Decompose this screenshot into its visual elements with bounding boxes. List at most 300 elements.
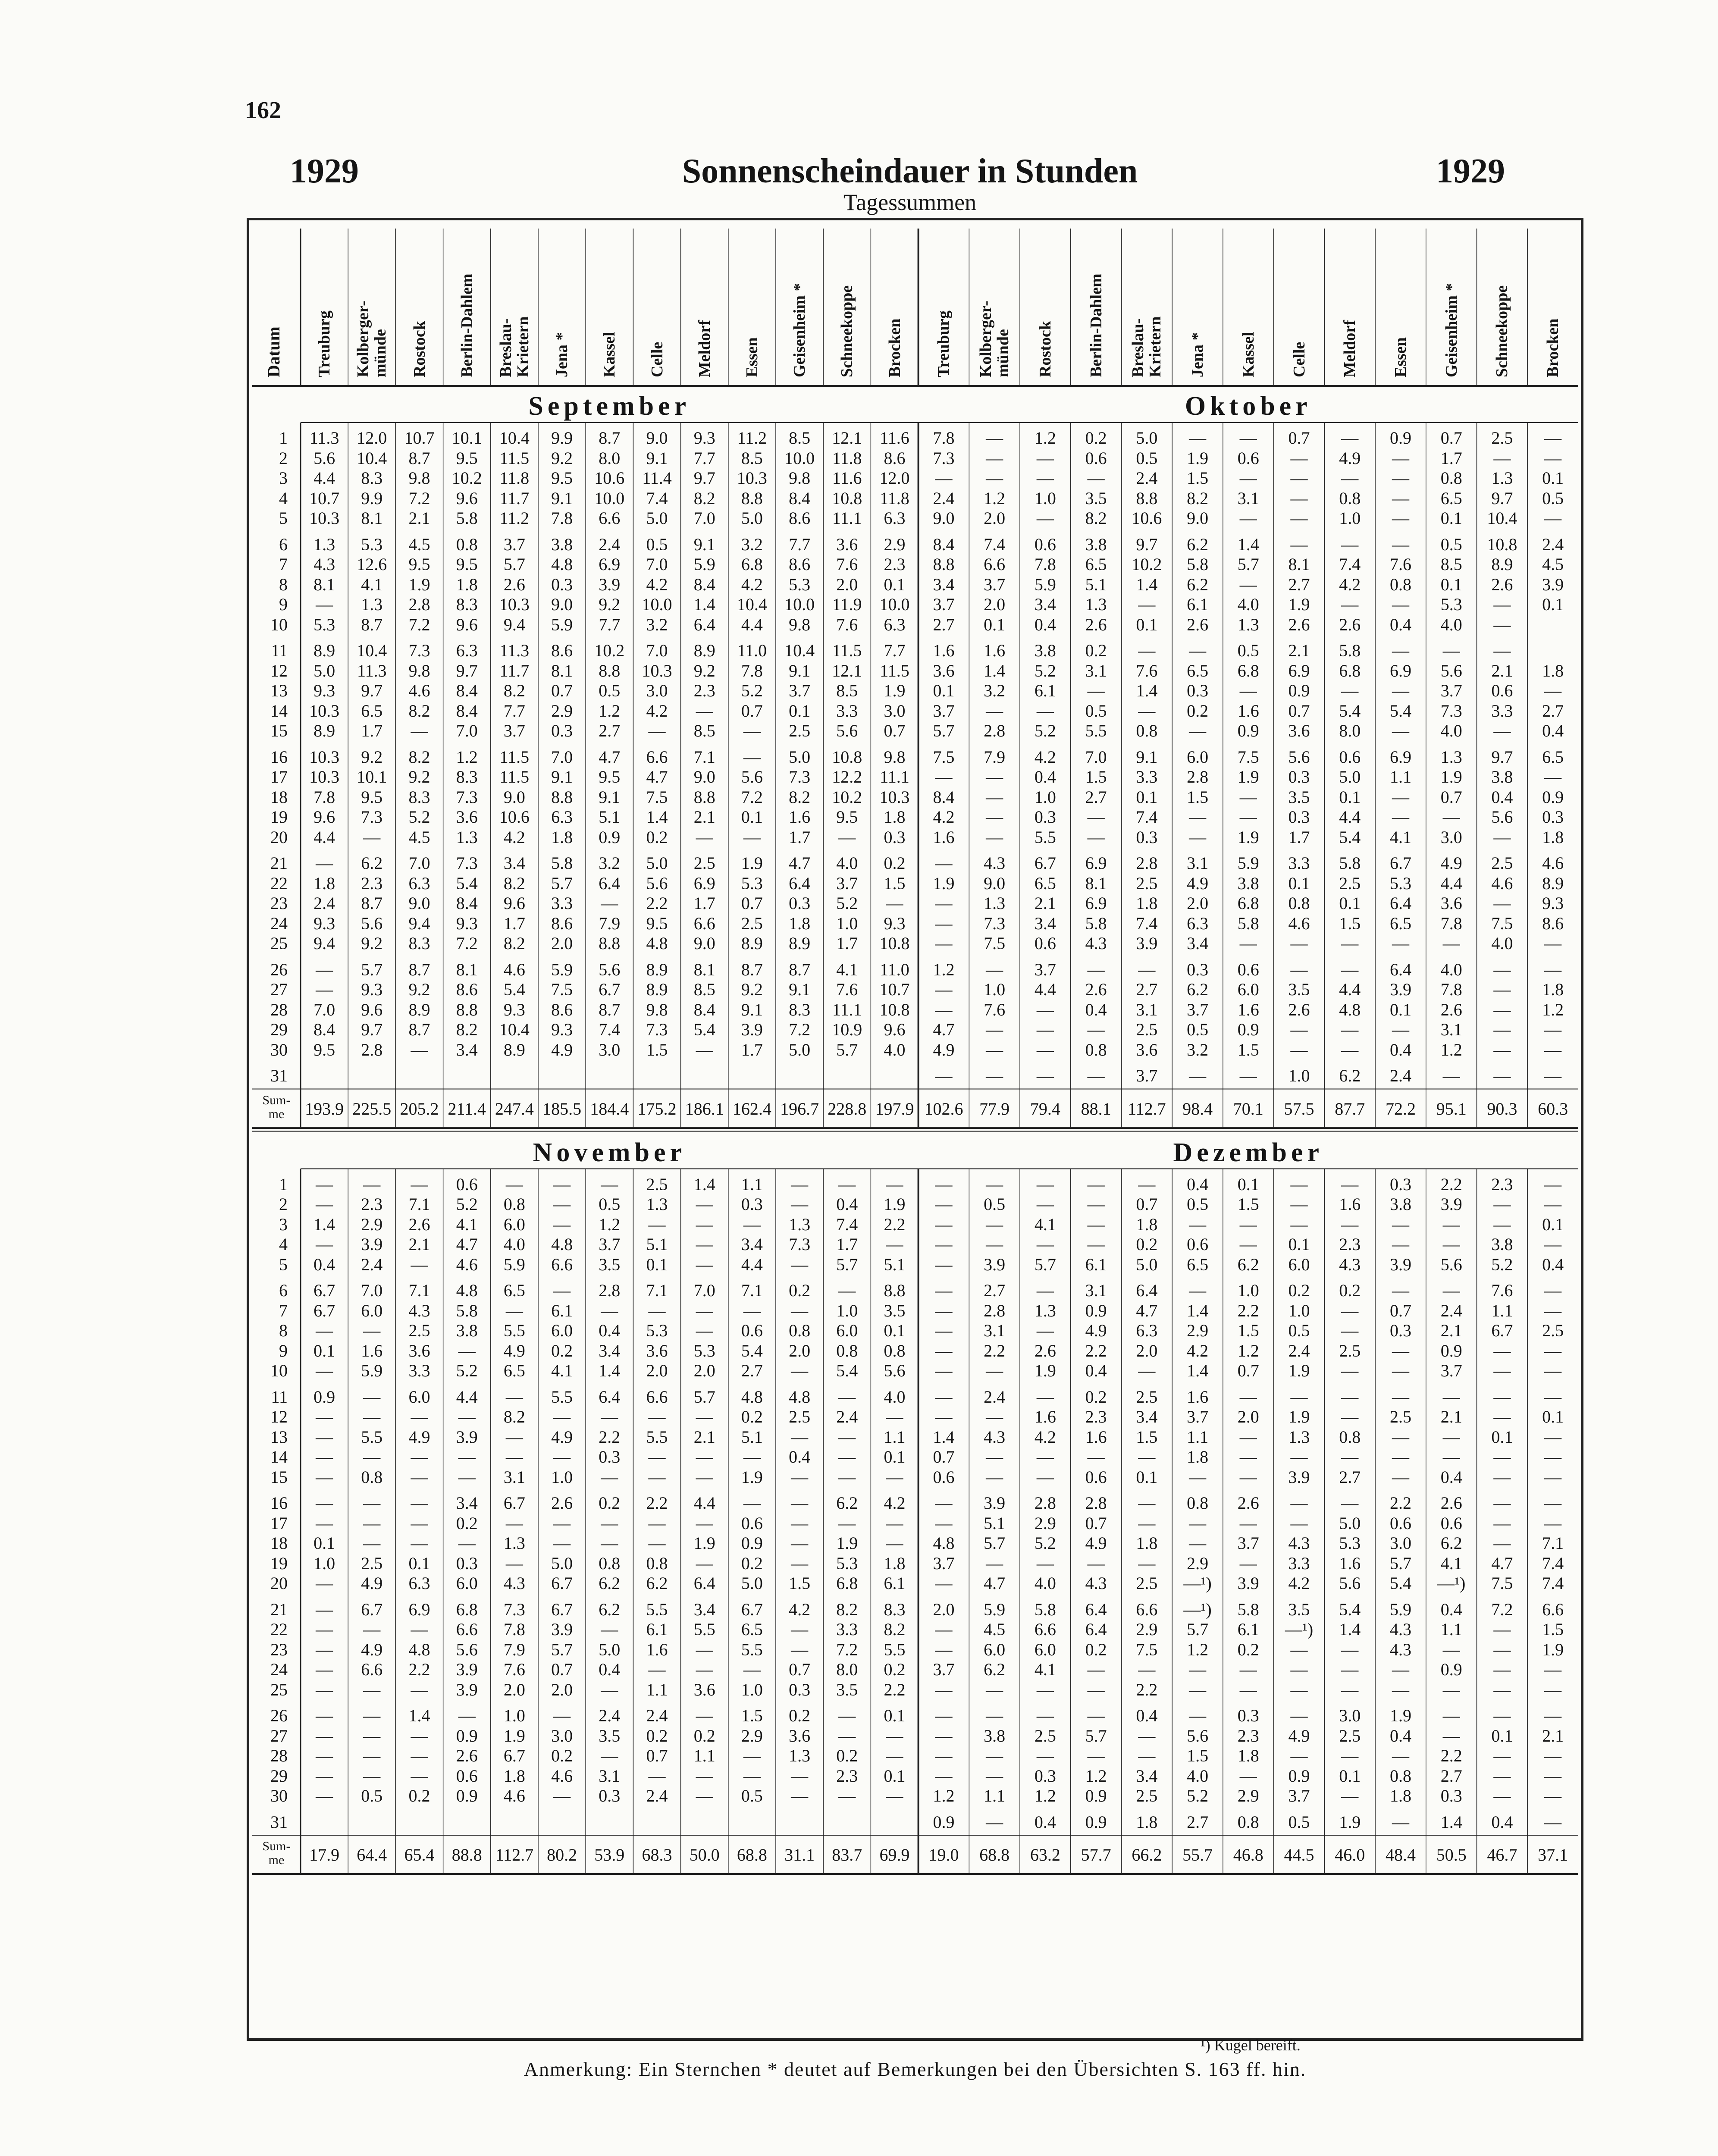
table-cell: 11.1 bbox=[832, 508, 862, 528]
table-cell: 6.7 bbox=[503, 1746, 525, 1765]
table-cell: — bbox=[1036, 1467, 1054, 1487]
table-cell: 5.0 bbox=[1136, 1254, 1158, 1274]
table-cell: 9.4 bbox=[408, 913, 430, 933]
sum-cell: 70.1 bbox=[1233, 1099, 1263, 1119]
table-cell: 5.1 bbox=[1085, 574, 1107, 594]
table-cell: 2.1 bbox=[1034, 893, 1056, 913]
table-cell: 2.2 bbox=[1389, 1493, 1411, 1513]
table-cell: — bbox=[1138, 1726, 1156, 1745]
table-cell: 4.3 bbox=[1085, 934, 1107, 953]
table-cell: 6.1 bbox=[1237, 1620, 1259, 1639]
table-cell: 1.6 bbox=[1339, 1194, 1361, 1214]
table-cell: 3.0 bbox=[646, 681, 668, 700]
table-cell: 5.8 bbox=[1237, 913, 1259, 933]
table-cell: 3.7 bbox=[1237, 1533, 1259, 1553]
table-cell: 4.2 bbox=[503, 827, 525, 847]
table-cell: 6.2 bbox=[836, 1493, 858, 1513]
table-cell: 3.9 bbox=[1288, 1467, 1310, 1487]
table-cell: 5.5 bbox=[884, 1639, 906, 1659]
table-cell: 12.2 bbox=[832, 767, 862, 787]
table-cell: — bbox=[743, 1766, 761, 1786]
table-cell: — bbox=[1138, 1174, 1156, 1194]
table-cell: 1.6 bbox=[1187, 1387, 1209, 1407]
table-cell: — bbox=[1239, 1467, 1257, 1487]
table-cell: 5.7 bbox=[1034, 1254, 1056, 1274]
table-cell: 5.0 bbox=[741, 1573, 763, 1593]
table-cell: 2.5 bbox=[741, 913, 763, 933]
table-cell: 2.6 bbox=[503, 574, 525, 594]
table-cell: 3.1 bbox=[1085, 1281, 1107, 1300]
table-cell: 0.8 bbox=[456, 534, 478, 554]
table-cell: 2.9 bbox=[741, 1726, 763, 1745]
sum-cell: 88.1 bbox=[1081, 1099, 1111, 1119]
table-cell: — bbox=[1290, 508, 1308, 528]
table-cell: 11.5 bbox=[499, 747, 530, 767]
table-cell: 7.5 bbox=[1491, 1573, 1513, 1593]
date-label: 8 bbox=[279, 574, 288, 594]
table-cell: — bbox=[1544, 1020, 1562, 1039]
table-cell: 6.4 bbox=[1389, 893, 1411, 913]
table-cell: 3.4 bbox=[1187, 934, 1209, 953]
table-cell: — bbox=[791, 1533, 809, 1553]
table-cell: — bbox=[1392, 681, 1409, 700]
table-cell: — bbox=[1442, 1706, 1460, 1725]
column-header-station: Brocken bbox=[885, 318, 904, 377]
table-cell: 4.0 bbox=[1491, 934, 1513, 953]
table-cell: 6.4 bbox=[693, 614, 715, 634]
table-cell: — bbox=[838, 1786, 856, 1805]
table-cell: 8.2 bbox=[1085, 508, 1107, 528]
table-cell: 9.1 bbox=[693, 534, 715, 554]
table-cell: 8.8 bbox=[693, 787, 715, 807]
table-cell: — bbox=[1442, 1639, 1460, 1659]
table-cell: 2.5 bbox=[1136, 1020, 1158, 1039]
table-cell: 7.3 bbox=[789, 767, 811, 787]
table-cell: — bbox=[363, 1746, 381, 1765]
table-cell: 0.3 bbox=[1187, 959, 1209, 979]
table-cell: 6.2 bbox=[984, 1660, 1006, 1679]
table-cell: 8.0 bbox=[1339, 721, 1361, 740]
table-cell: 9.0 bbox=[933, 508, 955, 528]
table-cell: — bbox=[1493, 1513, 1511, 1533]
table-cell: 10.0 bbox=[879, 595, 910, 614]
date-label: 27 bbox=[270, 980, 288, 999]
table-cell: — bbox=[458, 1447, 476, 1467]
table-cell: 2.6 bbox=[1085, 980, 1107, 999]
table-cell: — bbox=[791, 1639, 809, 1659]
table-cell: 8.9 bbox=[408, 1000, 430, 1019]
table-cell: 10.0 bbox=[642, 595, 672, 614]
table-cell: — bbox=[986, 827, 1003, 847]
date-label: 24 bbox=[270, 1660, 288, 1679]
table-cell: 10.3 bbox=[879, 787, 910, 807]
table-cell: 2.4 bbox=[1136, 468, 1158, 488]
table-cell: 6.3 bbox=[551, 807, 573, 827]
table-cell: 0.7 bbox=[1440, 787, 1462, 807]
table-cell: 0.1 bbox=[741, 807, 763, 827]
table-cell: 5.0 bbox=[1339, 1513, 1361, 1533]
table-cell: 10.6 bbox=[499, 807, 530, 827]
table-cell: 1.2 bbox=[933, 1786, 955, 1805]
table-cell: 0.2 bbox=[408, 1786, 430, 1805]
table-cell: 10.0 bbox=[784, 595, 815, 614]
table-cell: — bbox=[791, 1254, 809, 1274]
sum-cell: 46.7 bbox=[1487, 1845, 1517, 1865]
table-cell: 4.4 bbox=[1440, 873, 1462, 893]
table-cell: — bbox=[986, 1174, 1003, 1194]
table-cell: 6.5 bbox=[503, 1281, 525, 1300]
table-cell: 2.5 bbox=[1339, 1726, 1361, 1745]
table-cell: 0.3 bbox=[551, 721, 573, 740]
table-cell: — bbox=[1544, 508, 1562, 528]
table-cell: — bbox=[1544, 681, 1562, 700]
table-cell: 6.9 bbox=[1085, 893, 1107, 913]
table-cell: 11.7 bbox=[499, 661, 530, 680]
table-cell: — bbox=[1087, 1447, 1105, 1467]
table-cell: 1.1 bbox=[1389, 767, 1411, 787]
table-cell: — bbox=[411, 1513, 428, 1533]
date-label: 30 bbox=[270, 1040, 288, 1059]
table-cell: — bbox=[1544, 1040, 1562, 1059]
month-label: Oktober bbox=[1185, 392, 1312, 421]
table-cell: — bbox=[696, 1321, 713, 1340]
table-cell: — bbox=[316, 1447, 333, 1467]
table-cell: 10.7 bbox=[879, 980, 910, 999]
table-cell: 12.6 bbox=[357, 555, 387, 574]
table-cell: 4.4 bbox=[314, 468, 335, 488]
table-cell: — bbox=[648, 1513, 666, 1533]
table-cell: 8.6 bbox=[884, 448, 906, 468]
table-cell: 0.8 bbox=[361, 1467, 383, 1487]
sum-cell: 205.2 bbox=[400, 1099, 439, 1119]
table-cell: — bbox=[935, 1680, 953, 1699]
table-cell: — bbox=[935, 1066, 953, 1085]
table-cell: 5.0 bbox=[599, 1639, 621, 1659]
table-cell: — bbox=[1290, 448, 1308, 468]
table-cell: 8.5 bbox=[693, 721, 715, 740]
table-cell: 6.2 bbox=[1237, 1254, 1259, 1274]
table-cell: 4.6 bbox=[503, 959, 525, 979]
table-cell: — bbox=[1189, 1281, 1207, 1300]
table-cell: 8.5 bbox=[1440, 555, 1462, 574]
table-cell: — bbox=[648, 1467, 666, 1487]
table-cell: 0.7 bbox=[1389, 1300, 1411, 1320]
table-cell: 2.4 bbox=[1440, 1300, 1462, 1320]
table-cell: 5.1 bbox=[646, 1235, 668, 1254]
table-cell: 3.8 bbox=[456, 1321, 478, 1340]
table-cell: 1.0 bbox=[1034, 787, 1056, 807]
table-cell: 4.8 bbox=[933, 1533, 955, 1553]
table-cell: 6.9 bbox=[599, 555, 621, 574]
table-cell: 0.7 bbox=[1288, 701, 1310, 721]
table-cell: 2.2 bbox=[1440, 1174, 1462, 1194]
table-cell: 11.5 bbox=[499, 767, 530, 787]
sum-cell: 65.4 bbox=[404, 1845, 435, 1865]
table-cell: — bbox=[553, 1706, 571, 1725]
table-cell: — bbox=[1493, 595, 1511, 614]
table-cell: 1.3 bbox=[789, 1746, 811, 1765]
table-cell: 6.0 bbox=[836, 1321, 858, 1340]
table-cell: 9.7 bbox=[1491, 747, 1513, 767]
table-cell: — bbox=[1544, 1281, 1562, 1300]
table-cell: — bbox=[411, 1620, 428, 1639]
table-cell: — bbox=[1493, 448, 1511, 468]
table-cell: — bbox=[935, 1174, 953, 1194]
table-cell: 4.2 bbox=[1339, 574, 1361, 594]
table-cell: 1.4 bbox=[314, 1214, 335, 1234]
table-cell: 9.2 bbox=[361, 747, 383, 767]
table-cell: 9.1 bbox=[789, 980, 811, 999]
table-cell: 6.0 bbox=[1187, 747, 1209, 767]
table-cell: 1.3 bbox=[1085, 595, 1107, 614]
sum-cell: 197.9 bbox=[875, 1099, 914, 1119]
table-cell: — bbox=[1189, 1214, 1207, 1234]
table-cell: 1.8 bbox=[1389, 1786, 1411, 1805]
date-label: 20 bbox=[270, 827, 288, 847]
date-label: 3 bbox=[279, 468, 288, 488]
table-cell: — bbox=[1544, 1493, 1562, 1513]
table-cell: — bbox=[601, 1174, 618, 1194]
table-cell: 3.9 bbox=[741, 1020, 763, 1039]
table-cell: — bbox=[838, 1513, 856, 1533]
table-cell: — bbox=[1392, 1746, 1409, 1765]
annotation-note: Anmerkung: Ein Sternchen * deutet auf Bemerkungen bei den Übersichten S. 163 ff. hin. bbox=[524, 2058, 1307, 2080]
table-cell: 5.0 bbox=[741, 508, 763, 528]
table-cell: — bbox=[1290, 488, 1308, 508]
table-cell: 0.2 bbox=[1187, 701, 1209, 721]
table-cell: 10.3 bbox=[499, 595, 530, 614]
table-cell: 10.8 bbox=[879, 1000, 910, 1019]
table-cell: — bbox=[1290, 1639, 1308, 1659]
table-cell: 2.5 bbox=[1491, 428, 1513, 448]
table-cell: 3.1 bbox=[1237, 488, 1259, 508]
table-cell: 2.2 bbox=[1440, 1746, 1462, 1765]
table-cell: 0.1 bbox=[1542, 595, 1564, 614]
table-cell: 3.3 bbox=[1136, 767, 1158, 787]
table-cell: 10.4 bbox=[357, 448, 387, 468]
table-cell: 1.8 bbox=[884, 807, 906, 827]
table-cell: 4.7 bbox=[1491, 1553, 1513, 1573]
table-cell: — bbox=[696, 1407, 713, 1426]
table-cell: 3.3 bbox=[408, 1361, 430, 1380]
column-header-station: Kassel bbox=[1239, 332, 1257, 377]
table-cell: 1.9 bbox=[693, 1533, 715, 1553]
table-cell: 8.3 bbox=[408, 934, 430, 953]
table-cell: 7.0 bbox=[551, 747, 573, 767]
table-cell: 9.5 bbox=[836, 807, 858, 827]
table-cell: 8.2 bbox=[789, 787, 811, 807]
table-cell: 2.3 bbox=[884, 555, 906, 574]
column-header-station: Brocken bbox=[1544, 318, 1562, 377]
table-cell: 6.3 bbox=[884, 508, 906, 528]
table-cell: — bbox=[935, 934, 953, 953]
table-cell: 4.6 bbox=[456, 1254, 478, 1274]
table-cell: 9.0 bbox=[693, 767, 715, 787]
table-cell: 6.7 bbox=[314, 1281, 335, 1300]
table-cell: 9.3 bbox=[456, 913, 478, 933]
table-cell: — bbox=[648, 1533, 666, 1553]
table-cell: — bbox=[1290, 468, 1308, 488]
table-cell: 2.5 bbox=[361, 1553, 383, 1573]
table-cell: 4.2 bbox=[1034, 747, 1056, 767]
table-cell: — bbox=[886, 1407, 903, 1426]
table-cell: 0.6 bbox=[1034, 934, 1056, 953]
table-cell: 0.5 bbox=[1187, 1020, 1209, 1039]
table-cell: 4.6 bbox=[408, 681, 430, 700]
table-cell: 1.4 bbox=[599, 1361, 621, 1380]
table-cell: 0.7 bbox=[789, 1660, 811, 1679]
table-cell: 0.6 bbox=[741, 1321, 763, 1340]
table-cell: — bbox=[1036, 1281, 1054, 1300]
date-label: 1 bbox=[279, 428, 288, 448]
table-cell: 1.8 bbox=[1136, 1533, 1158, 1553]
table-cell: 2.3 bbox=[693, 681, 715, 700]
sum-cell: 196.7 bbox=[780, 1099, 819, 1119]
table-cell: 1.8 bbox=[884, 1553, 906, 1573]
table-cell: 4.0 bbox=[1440, 959, 1462, 979]
table-cell: 4.8 bbox=[646, 934, 668, 953]
table-cell: 1.1 bbox=[646, 1680, 668, 1699]
table-cell: — bbox=[316, 1427, 333, 1447]
table-cell: 0.4 bbox=[1034, 614, 1056, 634]
table-cell: 0.9 bbox=[456, 1786, 478, 1805]
table-cell: 3.5 bbox=[599, 1726, 621, 1745]
table-cell: — bbox=[1544, 1194, 1562, 1214]
table-cell: — bbox=[1036, 1553, 1054, 1573]
table-cell: 8.2 bbox=[503, 934, 525, 953]
table-cell: 12.1 bbox=[832, 661, 862, 680]
table-cell: 2.7 bbox=[1136, 980, 1158, 999]
table-cell: 4.1 bbox=[1389, 827, 1411, 847]
table-cell: 1.6 bbox=[933, 827, 955, 847]
table-cell: — bbox=[458, 1407, 476, 1426]
table-cell: 1.3 bbox=[1440, 747, 1462, 767]
table-cell: 3.5 bbox=[599, 1254, 621, 1274]
table-cell: 9.9 bbox=[551, 428, 573, 448]
table-cell: — bbox=[1544, 1427, 1562, 1447]
table-cell: 9.5 bbox=[361, 787, 383, 807]
date-label: 25 bbox=[270, 934, 288, 953]
table-cell: 2.2 bbox=[646, 893, 668, 913]
table-cell: 3.1 bbox=[984, 1321, 1006, 1340]
table-cell: 0.2 bbox=[1339, 1281, 1361, 1300]
table-cell: — bbox=[1442, 641, 1460, 660]
table-cell: 5.4 bbox=[1339, 827, 1361, 847]
table-cell: 2.3 bbox=[361, 1194, 383, 1214]
table-cell: — bbox=[1087, 1660, 1105, 1679]
table-cell: 1.0 bbox=[741, 1680, 763, 1699]
table-cell: 6.6 bbox=[646, 1387, 668, 1407]
table-cell: 11.9 bbox=[832, 595, 862, 614]
table-cell: 0.1 bbox=[1440, 508, 1462, 528]
table-cell: 7.5 bbox=[1237, 747, 1259, 767]
table-cell: 3.1 bbox=[1085, 661, 1107, 680]
table-cell: — bbox=[1341, 1300, 1359, 1320]
table-cell: 5.6 bbox=[456, 1639, 478, 1659]
table-cell: 1.8 bbox=[1136, 893, 1158, 913]
table-cell: 9.5 bbox=[314, 1040, 335, 1059]
table-cell: 6.6 bbox=[599, 508, 621, 528]
table-cell: 0.2 bbox=[884, 853, 906, 873]
table-cell: 0.8 bbox=[503, 1194, 525, 1214]
table-cell: 3.5 bbox=[1288, 787, 1310, 807]
table-cell: 6.4 bbox=[1085, 1599, 1107, 1619]
sum-cell: 90.3 bbox=[1487, 1099, 1517, 1119]
table-cell: 3.8 bbox=[551, 534, 573, 554]
table-cell: 4.7 bbox=[1136, 1300, 1158, 1320]
date-label: 19 bbox=[270, 1553, 288, 1573]
date-label: 28 bbox=[270, 1746, 288, 1765]
table-cell: — bbox=[935, 1620, 953, 1639]
table-cell: 4.4 bbox=[693, 1493, 715, 1513]
table-cell: — bbox=[316, 853, 333, 873]
table-cell: 9.6 bbox=[361, 1000, 383, 1019]
table-cell: 5.9 bbox=[361, 1361, 383, 1380]
table-cell: 8.9 bbox=[789, 934, 811, 953]
table-cell: — bbox=[1392, 1235, 1409, 1254]
table-cell: 6.9 bbox=[1389, 661, 1411, 680]
table-cell: 8.2 bbox=[693, 488, 715, 508]
table-cell: — bbox=[316, 1361, 333, 1380]
table-cell: 1.5 bbox=[1136, 1427, 1158, 1447]
table-cell: 1.2 bbox=[1237, 1341, 1259, 1360]
table-cell: 2.8 bbox=[1085, 1493, 1107, 1513]
table-cell: 1.3 bbox=[646, 1194, 668, 1214]
date-label: 14 bbox=[270, 1447, 288, 1467]
table-cell: 3.9 bbox=[361, 1235, 383, 1254]
table-cell: 5.0 bbox=[1136, 428, 1158, 448]
table-cell: — bbox=[1138, 1493, 1156, 1513]
table-cell: 9.2 bbox=[599, 595, 621, 614]
table-cell: 3.9 bbox=[1237, 1573, 1259, 1593]
table-cell: — bbox=[935, 1766, 953, 1786]
table-cell: 8.6 bbox=[789, 508, 811, 528]
table-cell: 8.8 bbox=[1136, 488, 1158, 508]
table-cell: 1.2 bbox=[1542, 1000, 1564, 1019]
table-cell: 1.3 bbox=[789, 1214, 811, 1234]
table-cell: 7.2 bbox=[408, 488, 430, 508]
table-cell: 2.9 bbox=[1187, 1321, 1209, 1340]
table-cell: 7.0 bbox=[314, 1000, 335, 1019]
table-cell: 10.1 bbox=[451, 428, 482, 448]
table-cell: — bbox=[648, 1407, 666, 1426]
table-cell: 2.5 bbox=[1491, 853, 1513, 873]
table-cell: 3.0 bbox=[1440, 827, 1462, 847]
table-cell: 5.9 bbox=[551, 614, 573, 634]
table-cell: 8.9 bbox=[314, 721, 335, 740]
table-cell: — bbox=[1493, 1680, 1511, 1699]
date-label: 7 bbox=[279, 555, 288, 574]
table-cell: 5.8 bbox=[1339, 641, 1361, 660]
sum-cell: 80.2 bbox=[547, 1845, 577, 1865]
table-cell: — bbox=[1392, 508, 1409, 528]
table-cell: 0.5 bbox=[1237, 641, 1259, 660]
table-cell: 9.0 bbox=[1187, 508, 1209, 528]
table-cell: 4.9 bbox=[1339, 448, 1361, 468]
table-cell: 1.8 bbox=[1136, 1214, 1158, 1234]
table-cell: — bbox=[838, 1447, 856, 1467]
table-cell: — bbox=[696, 1706, 713, 1725]
sum-cell: 60.3 bbox=[1538, 1099, 1568, 1119]
table-cell: 3.0 bbox=[1389, 1533, 1411, 1553]
table-cell: 3.8 bbox=[1085, 534, 1107, 554]
table-cell: — bbox=[411, 1040, 428, 1059]
table-cell: 4.9 bbox=[408, 1427, 430, 1447]
table-cell: — bbox=[986, 807, 1003, 827]
table-cell: 1.2 bbox=[599, 1214, 621, 1234]
table-cell: 4.1 bbox=[1034, 1214, 1056, 1234]
date-label: 15 bbox=[270, 721, 288, 740]
